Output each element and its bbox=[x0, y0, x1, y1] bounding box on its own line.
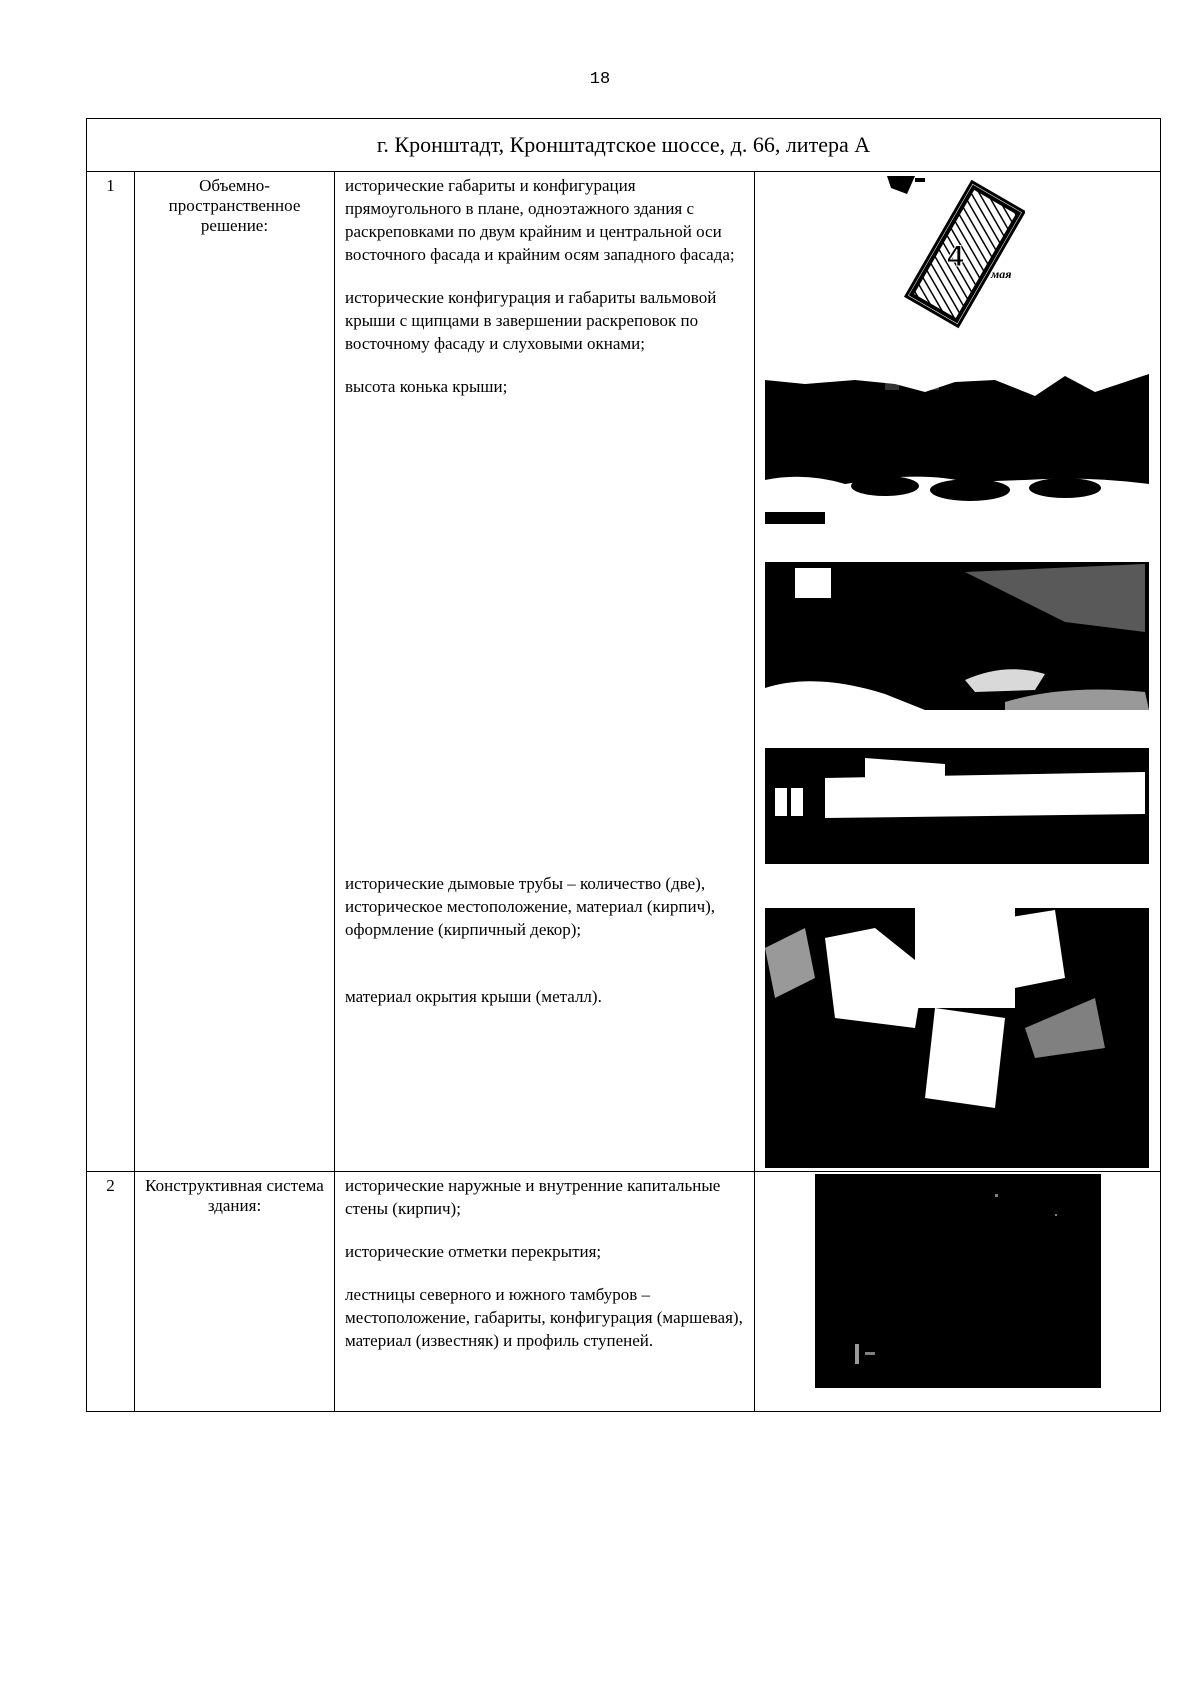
table-row bbox=[87, 1172, 1161, 1412]
description-item: исторические наружные и внутренние капитальные стены (кирпич); bbox=[345, 1176, 721, 1218]
photo-interior-staircase bbox=[815, 1174, 1101, 1388]
photo-column bbox=[755, 172, 1161, 1172]
row-name: Объемно-пространственное решение: bbox=[135, 172, 335, 1172]
map-building-number: 4 bbox=[947, 240, 964, 273]
table-row bbox=[87, 172, 1161, 1172]
map-street-label: мая bbox=[991, 267, 1012, 281]
row-number: 1 bbox=[87, 172, 135, 1172]
address-title: г. Кронштадт, Кронштадтское шоссе, д. 66, литера А bbox=[87, 119, 1161, 172]
row-description bbox=[335, 172, 755, 1172]
description-item: исторические отметки перекрытия; bbox=[345, 1242, 602, 1261]
page-number: 18 bbox=[589, 70, 611, 89]
photo-column bbox=[755, 1172, 1161, 1412]
photo-chimney-detail bbox=[765, 908, 1149, 1168]
photo-east-facade bbox=[765, 362, 1149, 524]
description-item: высота конька крыши; bbox=[345, 377, 508, 396]
monument-protection-table bbox=[86, 118, 1161, 1412]
row-number: 2 bbox=[87, 1172, 135, 1412]
description-item: материал окрытия крыши (металл). bbox=[345, 987, 602, 1006]
description-item: исторические габариты и конфигурация прямоугольного в плане, одноэтажного здания с раскреповками по двум крайним и центральной оси восточного фасада и крайним осям западного фасада; bbox=[345, 176, 735, 264]
row-name: Конструктивная система здания: bbox=[135, 1172, 335, 1412]
table-title-row bbox=[87, 119, 1161, 172]
location-map-fragment bbox=[885, 174, 1025, 334]
photo-west-facade bbox=[765, 748, 1149, 864]
row-description bbox=[335, 1172, 755, 1412]
photo-street-view bbox=[765, 562, 1149, 710]
description-item: исторические конфигурация и габариты вальмовой крыши с щипцами в завершении раскреповок по восточному фасаду и слуховыми окнами; bbox=[345, 288, 717, 353]
description-item: исторические дымовые трубы – количество (две), историческое местоположение, материал (кирпич), оформление (кирпичный декор); bbox=[345, 874, 716, 939]
description-item: лестницы северного и южного тамбуров – местоположение, габариты, конфигурация (маршевая), материал (известняк) и профиль ступеней. bbox=[345, 1285, 743, 1350]
